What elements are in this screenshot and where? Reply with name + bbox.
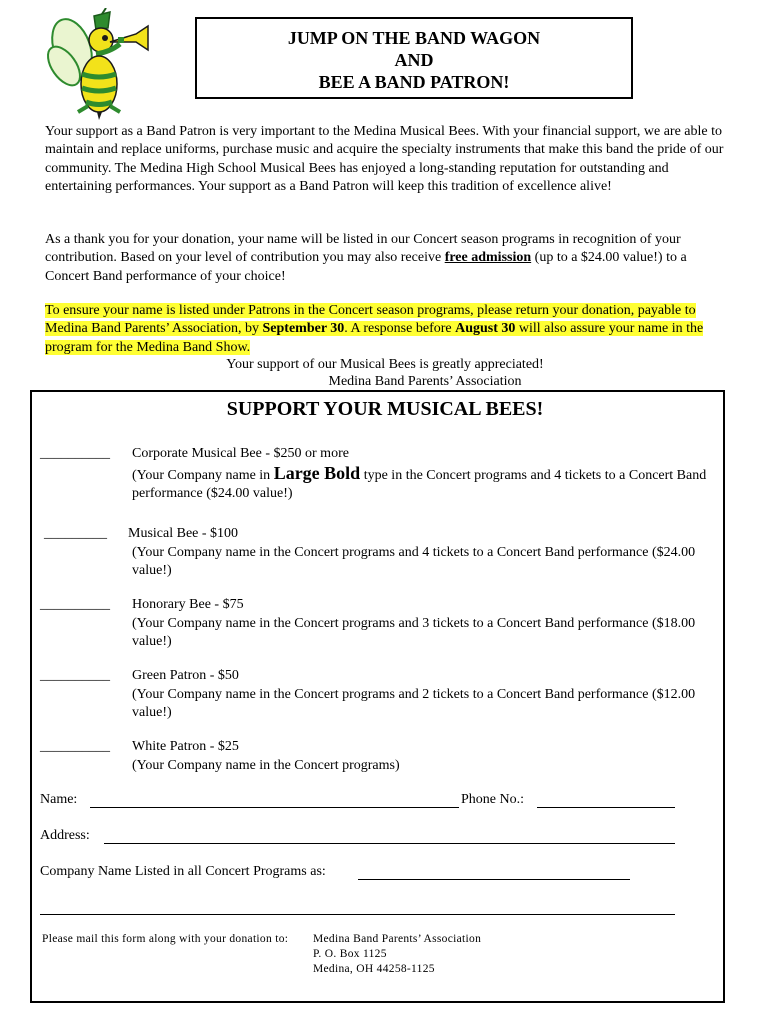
- p3-text-a: To ensure your name is listed under Patrons in the Concert season programs, please return your donation, payable to Medina Band Parents’ Association, by: [45, 303, 696, 337]
- p2-text-b: (up to a $24.00 value!) to a Concert Band performance of your choice!: [45, 250, 687, 284]
- intro-paragraph-2: [45, 231, 725, 286]
- mailing-address: [313, 932, 481, 977]
- tier-name: Green Patron - $50: [132, 668, 239, 683]
- intro-paragraph-3: [45, 302, 725, 357]
- signature-line: Medina Band Parents’ Association: [328, 374, 522, 389]
- company-field[interactable]: [358, 879, 630, 880]
- tier-honorary-bee-blank[interactable]: __________: [40, 597, 110, 612]
- title-box: [195, 17, 633, 99]
- address-label: Address:: [40, 828, 90, 843]
- mail-instructions: Please mail this form along with your donation to:: [42, 933, 289, 945]
- company-field-line-2[interactable]: [40, 914, 675, 915]
- tier-name: White Patron - $25: [132, 739, 239, 754]
- name-label: Name:: [40, 792, 78, 807]
- p3-text-c: . A response before: [344, 321, 456, 337]
- tier-desc: (Your Company name in Large Bold type in the Concert programs and 4 tickets to a Concert Band performance ($24.00 value!): [132, 462, 707, 501]
- tier-desc: (Your Company name in the Concert programs): [132, 757, 400, 773]
- tier-white-patron: [132, 738, 722, 775]
- title-line-1: JUMP ON THE BAND WAGON: [287, 28, 541, 48]
- tier-musical-bee: [128, 525, 718, 581]
- deadline-august: August 30: [455, 321, 516, 337]
- tier-honorary-bee: [132, 596, 722, 652]
- mail-line-3: Medina, OH 44258-1125: [313, 963, 435, 975]
- intro-paragraph-1: Your support as a Band Patron is very important to the Medina Musical Bees. With your financial support, we are able to maintain and replace uniforms, purchase music and acquire the specialty instruments that make this band the pride of our community. The Medina High School Musical Bees has enjoyed a long-standing reputation for outstanding and entertaining performances. Your support as a Band Patron will keep this tradition of excellence alive!: [45, 124, 724, 194]
- tier-name: Musical Bee - $100: [128, 526, 239, 541]
- p3-text-e: will also assure your name in the program for the Medina Band Show.: [45, 321, 704, 355]
- tier-green-patron-blank[interactable]: __________: [40, 668, 110, 683]
- tier-desc: (Your Company name in the Concert programs and 4 tickets to a Concert Band performance ($24.00 value!): [132, 544, 696, 578]
- tier-desc: (Your Company name in the Concert programs and 2 tickets to a Concert Band performance ($12.00 value!): [132, 686, 696, 720]
- mail-line-1: Medina Band Parents’ Association: [313, 933, 482, 945]
- tier-green-patron: [132, 667, 722, 723]
- company-label: Company Name Listed in all Concert Programs as:: [40, 864, 326, 879]
- tier-corporate-blank[interactable]: __________: [40, 446, 110, 461]
- form-title: SUPPORT YOUR MUSICAL BEES!: [226, 398, 544, 420]
- bee-mascot-logo: [44, 8, 154, 120]
- tier-desc: (Your Company name in the Concert programs and 3 tickets to a Concert Band performance ($18.00 value!): [132, 615, 696, 649]
- tier-corporate: [132, 445, 722, 504]
- large-bold-text: Large Bold: [273, 462, 361, 483]
- p2-text-a: As a thank you for your donation, your name will be listed in our Concert season programs in recognition of your contribution. Based on your level of contribution you may also receive: [45, 232, 681, 266]
- phone-label: Phone No.:: [461, 792, 524, 807]
- title-line-2: AND: [394, 50, 434, 70]
- tier-name: Honorary Bee - $75: [132, 597, 244, 612]
- thanks-line: Your support of our Musical Bees is greatly appreciated!: [226, 357, 544, 372]
- tier-white-patron-blank[interactable]: __________: [40, 739, 110, 754]
- title-line-3: BEE A BAND PATRON!: [318, 72, 510, 92]
- phone-field[interactable]: [537, 807, 675, 808]
- free-admission-text: free admission: [444, 250, 532, 266]
- tier-musical-bee-blank[interactable]: _________: [44, 526, 107, 541]
- address-field[interactable]: [104, 843, 675, 844]
- mail-line-2: P. O. Box 1125: [313, 948, 387, 960]
- tier-name: Corporate Musical Bee - $250 or more: [132, 446, 349, 461]
- name-field[interactable]: [90, 807, 459, 808]
- deadline-september: September 30: [262, 321, 345, 337]
